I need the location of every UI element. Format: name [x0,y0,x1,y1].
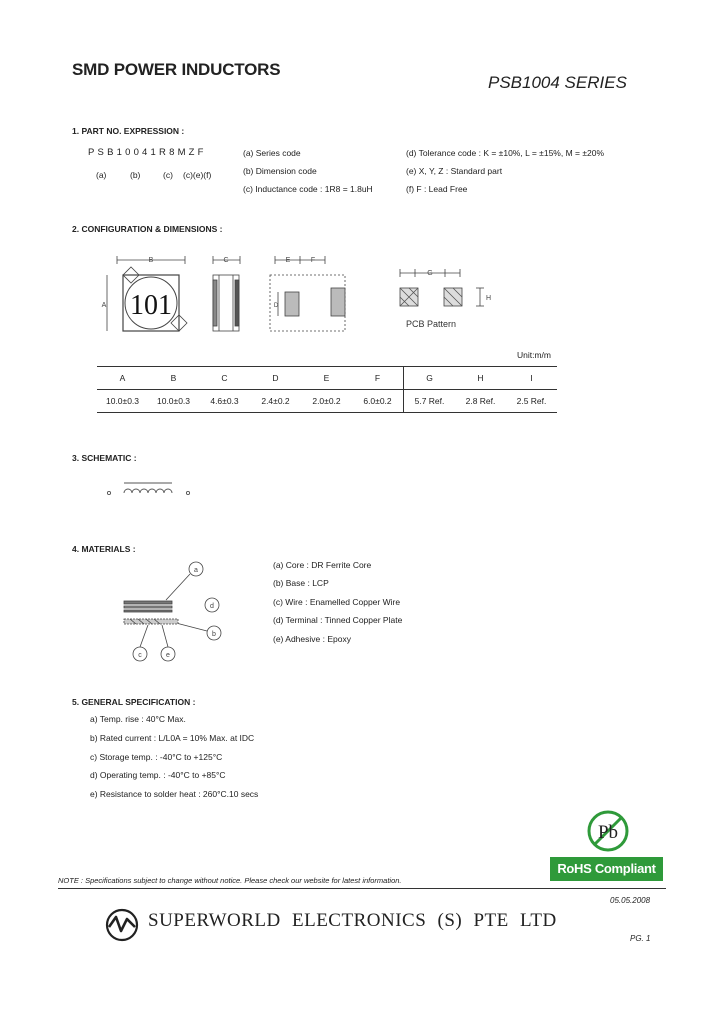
pcb-pattern-label: PCB Pattern [405,319,457,329]
coil-path [124,489,172,493]
bottom-pad-left [285,292,299,316]
code-lead-free: (f) F : Lead Free [406,184,468,194]
lead-free-icon [585,808,631,854]
callout-b: b [212,631,216,638]
series-name: PSB1004 SERIES [488,73,627,92]
footer-divider [58,888,666,889]
code-tolerance: (d) Tolerance code : K = ±10%, L = ±15%, M = ±20% [406,148,605,158]
dim-label-g: G [427,270,433,277]
header-h: H [455,367,506,390]
dim-label-f: F [310,257,316,264]
material-base: (b) Base : LCP [273,578,329,588]
side-view [213,256,240,331]
value-d: 2.4±0.2 [250,390,301,413]
header-i: I [506,367,557,390]
unit-label: Unit:m/m [517,350,551,360]
material-adhesive: (e) Adhesive : Epoxy [273,634,351,644]
value-c: 4.6±0.3 [199,390,250,413]
page-number: PG. 1 [630,934,651,943]
core-top-flange [124,601,172,604]
section-part-no-heading: 1. PART NO. EXPRESSION : [72,126,185,136]
company-name: SUPERWORLD ELECTRONICS (S) PTE LTD [148,910,557,931]
material-core: (a) Core : DR Ferrite Core [273,560,372,570]
spec-temp-rise: a) Temp. rise : 40°C Max. [90,714,186,724]
header-b: B [148,367,199,390]
dim-label-b: B [148,257,154,264]
spec-operating-temp: d) Operating temp. : -40°C to +85°C [90,770,226,780]
header-c: C [199,367,250,390]
dim-label-d: D [273,303,279,309]
section-spec-heading: 5. GENERAL SPECIFICATION : [72,697,196,707]
material-terminal: (d) Terminal : Tinned Copper Plate [273,615,403,625]
header-f: F [352,367,404,390]
part-label-c: (c) [163,170,173,180]
rohs-compliant-badge: RoHS Compliant [550,857,663,881]
header-e: E [301,367,352,390]
pcb-pattern [400,269,484,306]
code-series: (a) Series code [243,148,301,158]
callout-d: d [210,603,214,610]
code-standard: (e) X, Y, Z : Standard part [406,166,503,176]
value-b: 10.0±0.3 [148,390,199,413]
spec-storage-temp: c) Storage temp. : -40°C to +125°C [90,752,223,762]
value-f: 6.0±0.2 [352,390,404,413]
dim-label-e: E [285,257,291,264]
terminal-left-icon [107,491,110,494]
material-wire: (c) Wire : Enamelled Copper Wire [273,597,401,607]
dim-label-a: A [101,302,107,309]
terminal-right-icon [186,491,189,494]
part-number: PSB10041R8MZF [88,147,207,158]
value-e: 2.0±0.2 [301,390,352,413]
spec-rated-current: b) Rated current : L/L0A = 10% Max. at IDC [90,733,255,743]
callout-a: a [194,567,198,574]
pb-symbol: Pb [597,822,619,843]
code-inductance: (c) Inductance code : 1R8 = 1.8uH [243,184,373,194]
dim-label-c: C [223,257,229,264]
materials-drawing [110,555,230,670]
company-logo-icon [104,907,140,943]
dimension-drawing [95,250,495,350]
dimension-table [97,366,557,413]
header-d: D [250,367,301,390]
part-label-a: (a) [96,170,107,180]
schematic-drawing [100,478,200,504]
header-g: G [404,367,456,390]
header-a: A [97,367,148,390]
bottom-pad-right [331,288,345,316]
value-a: 10.0±0.3 [97,390,148,413]
section-config-heading: 2. CONFIGURATION & DIMENSIONS : [72,224,223,234]
callout-e: e [166,652,170,659]
callout-c: c [138,652,142,659]
table-value-row [97,390,557,413]
bottom-view [270,256,345,331]
table-header-row [97,367,557,390]
inductance-marking: 101 [130,290,172,321]
part-label-def: (c)(e)(f) [183,170,212,180]
code-dimension: (b) Dimension code [243,166,317,176]
section-materials-heading: 4. MATERIALS : [72,544,136,554]
part-label-b: (b) [130,170,141,180]
value-i: 2.5 Ref. [506,390,557,413]
page-title: SMD POWER INDUCTORS [72,60,281,79]
dim-label-h: H [486,295,492,302]
spec-solder-heat: e) Resistance to solder heat : 260°C.10 secs [90,789,259,799]
value-h: 2.8 Ref. [455,390,506,413]
value-g: 5.7 Ref. [404,390,456,413]
section-schematic-heading: 3. SCHEMATIC : [72,453,137,463]
document-date: 05.05.2008 [610,896,651,905]
footer-note: NOTE : Specifications subject to change without notice. Please check our website for latest information. [58,876,402,885]
